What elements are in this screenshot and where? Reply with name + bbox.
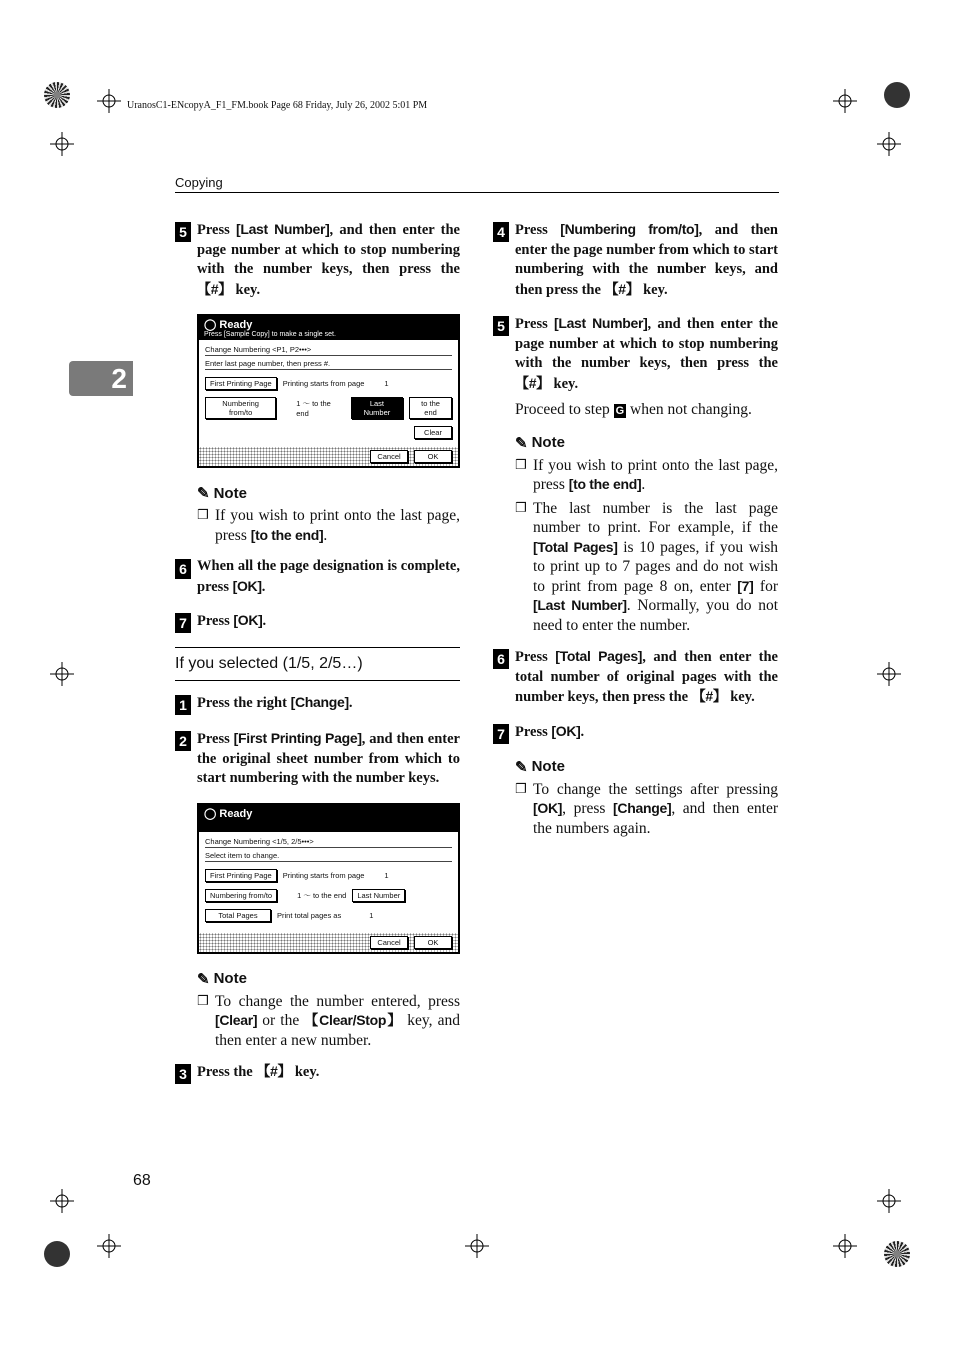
- text: .: [641, 476, 646, 493]
- header-rule: [175, 192, 779, 193]
- page-number: 68: [133, 1172, 151, 1189]
- key-label: [Change]: [613, 800, 672, 816]
- text: , and then enter the page number from which to start numbering with the number keys, and then press the: [515, 222, 778, 298]
- registration-mark-icon: [877, 132, 901, 156]
- note-1: [197, 484, 460, 545]
- text: If you wish to print onto the last page, press: [533, 456, 778, 493]
- screen-text: Printing starts from page: [282, 379, 365, 388]
- screen-text: 1 ～ to the end: [297, 890, 347, 900]
- color-target-icon: [44, 1241, 70, 1267]
- text: Press: [197, 613, 234, 629]
- step-number: 2: [175, 731, 191, 751]
- text: , press: [562, 800, 614, 817]
- proceed-paragraph: [515, 400, 778, 420]
- key-label: 【#】: [515, 374, 550, 391]
- registration-mark-icon: [877, 1189, 901, 1213]
- text: key.: [231, 281, 261, 298]
- text: key, and then enter a new number.: [215, 1012, 460, 1049]
- key-label: [OK]: [233, 612, 263, 628]
- key-label: 【#】: [197, 280, 232, 297]
- ok-button: OK: [414, 450, 452, 463]
- text: Press: [197, 222, 236, 238]
- text: key.: [726, 689, 755, 705]
- registration-mark-icon: [50, 132, 74, 156]
- color-target-icon: [44, 82, 70, 108]
- text: is 10 pages, if you wish to print up to 7 pages and do not wish to print from page 8 on, enter: [533, 538, 778, 595]
- text: The last number is the last page number to print. For example, if the: [533, 499, 778, 536]
- color-target-icon: [884, 82, 910, 108]
- ready-icon: ◯: [204, 807, 217, 820]
- numbering-from-to-button: Numbering from/to: [205, 397, 276, 419]
- step-ref-badge: G: [615, 405, 625, 417]
- checkbox-icon: ❒: [515, 457, 527, 473]
- step-number: 4: [493, 222, 509, 242]
- registration-mark-icon: [877, 662, 901, 686]
- clear-button: Clear: [414, 426, 452, 439]
- ready-label: Ready: [219, 807, 253, 820]
- screen-header: [199, 805, 458, 832]
- text: Press: [515, 316, 554, 332]
- key-label: 【Clear/Stop】: [304, 1012, 403, 1028]
- text: Press the right: [197, 695, 291, 711]
- registration-mark-icon: [833, 1234, 857, 1258]
- running-head: Copying: [175, 175, 223, 190]
- key-label: [Change]: [290, 694, 349, 710]
- key-label: [Clear]: [215, 1012, 258, 1028]
- step-number: 7: [175, 613, 191, 633]
- cancel-button: Cancel: [370, 936, 408, 949]
- text: .: [323, 526, 328, 544]
- text: or the: [257, 1012, 305, 1029]
- step-number: 7: [493, 724, 509, 744]
- text: .: [580, 723, 585, 740]
- text: , and then enter the page number at which to stop numbering with the number keys, then press the: [515, 316, 778, 371]
- note-title: Note: [213, 484, 247, 502]
- registration-mark-icon: [833, 89, 857, 113]
- key-label: 【#】: [604, 280, 640, 297]
- registration-mark-icon: [97, 89, 121, 113]
- step-number: 3: [175, 1064, 191, 1084]
- text: When all the page designation is complete, press: [197, 558, 460, 595]
- pencil-icon: ✎: [197, 485, 210, 502]
- step-number: 5: [493, 316, 509, 336]
- cancel-button: Cancel: [370, 450, 408, 463]
- ready-icon: ◯: [204, 319, 217, 331]
- text: Press: [515, 723, 552, 740]
- key-label: [Total Pages]: [555, 648, 643, 664]
- text: key.: [639, 281, 668, 298]
- screen-line: Change Numbering <P1, P2•••>: [205, 344, 452, 356]
- step-number: 1: [175, 695, 191, 715]
- text: , and then enter the total number of original pages with the number keys, then press the: [515, 649, 778, 705]
- screen-line: Enter last page number, then press #.: [205, 358, 452, 370]
- step-1: [175, 693, 460, 715]
- screen-body: [199, 340, 458, 447]
- screen-body: [199, 832, 458, 933]
- last-number-button: Last Number: [352, 889, 405, 902]
- ready-label: Ready: [219, 319, 253, 331]
- key-label: [Last Number]: [533, 597, 627, 613]
- checkbox-icon: ❒: [197, 508, 209, 523]
- print-header: UranosC1-ENcopyA_F1_FM.book Page 68 Friday, July 26, 2002 5:01 PM: [127, 100, 428, 111]
- note-2: [197, 970, 460, 1051]
- to-the-end-button: to the end: [409, 397, 452, 419]
- text: .: [261, 578, 266, 595]
- numbering-from-to-button: Numbering from/to: [205, 889, 277, 902]
- key-label: [OK]: [551, 722, 581, 739]
- pencil-icon: ✎: [515, 758, 528, 776]
- pencil-icon: ✎: [197, 970, 210, 988]
- screen-footer: [199, 933, 458, 952]
- ok-button: OK: [414, 936, 452, 949]
- key-label: [Numbering from/to]: [560, 221, 699, 237]
- right-column: [493, 220, 778, 850]
- key-label: [7]: [737, 577, 754, 594]
- section-title: If you selected (1/5, 2/5…): [175, 647, 460, 681]
- screen-subtitle: Press [Sample Copy] to make a single set.: [204, 331, 336, 338]
- screen-value: 1: [369, 910, 374, 920]
- key-label: [First Printing Page]: [233, 730, 362, 746]
- text: , and then enter the page number at which to stop numbering with the number keys, then press the: [197, 222, 460, 277]
- key-label: [Last Number]: [553, 315, 648, 331]
- left-column: [175, 220, 460, 1098]
- registration-mark-icon: [465, 1234, 489, 1258]
- first-printing-page-button: First Printing Page: [205, 377, 277, 390]
- text: .: [348, 695, 353, 711]
- step-6: [493, 647, 778, 708]
- key-label: [OK]: [232, 577, 262, 594]
- screen-mockup-1: [197, 314, 460, 468]
- screen-value: 1: [384, 870, 389, 880]
- note-4: [515, 758, 778, 839]
- chapter-tab: 2: [69, 361, 133, 396]
- screen-header: [199, 316, 458, 340]
- first-printing-page-button: First Printing Page: [205, 869, 277, 882]
- screen-text: 1 ～ to the end: [296, 399, 331, 418]
- note-title: Note: [531, 758, 565, 775]
- checkbox-icon: ❒: [515, 500, 527, 516]
- text: for: [753, 577, 778, 595]
- screen-line: Change Numbering <1/5, 2/5•••>: [205, 836, 452, 848]
- text: Press: [515, 649, 556, 665]
- note-title: Note: [213, 970, 247, 987]
- text: when not changing.: [626, 401, 752, 418]
- registration-mark-icon: [50, 662, 74, 686]
- key-label: [Total Pages]: [533, 538, 618, 555]
- screen-footer: [199, 447, 458, 466]
- text: key.: [549, 375, 579, 392]
- text: Press: [515, 222, 561, 238]
- step-text: [197, 220, 460, 300]
- step-4: [493, 220, 778, 300]
- step-number: 6: [493, 649, 509, 669]
- text: Proceed to step: [515, 401, 614, 418]
- key-label: 【#】: [256, 1063, 292, 1079]
- screen-text: Print total pages as: [277, 910, 342, 920]
- last-number-button: Last Number: [351, 397, 403, 419]
- step-7: [493, 722, 778, 744]
- text: If you wish to print onto the last page, press: [215, 507, 460, 544]
- step-number: 5: [175, 222, 191, 242]
- screen-line: Select item to change.: [205, 850, 452, 862]
- text: , and then enter the numbers again.: [533, 800, 779, 837]
- checkbox-icon: ❒: [197, 993, 209, 1009]
- step-2: [175, 729, 460, 789]
- text: , and then enter the original sheet number from which to start numbering with the number keys.: [197, 731, 460, 786]
- key-label: 【#】: [691, 688, 727, 704]
- text: To change the number entered, press: [215, 992, 460, 1010]
- note-3: [515, 434, 778, 636]
- text: .: [262, 613, 267, 629]
- step-5: [175, 220, 460, 300]
- step-5: [493, 314, 778, 394]
- pencil-icon: ✎: [515, 434, 528, 452]
- text: Press the: [197, 1064, 257, 1080]
- key-label: [OK]: [533, 800, 563, 816]
- key-label: [to the end]: [568, 476, 642, 492]
- step-7: [175, 611, 460, 633]
- registration-mark-icon: [97, 1234, 121, 1258]
- screen-mockup-2: [197, 803, 460, 954]
- key-label: [to the end]: [250, 526, 324, 543]
- checkbox-icon: ❒: [515, 781, 527, 797]
- step-3: [175, 1062, 460, 1084]
- text: To change the settings after pressing: [533, 780, 778, 798]
- color-target-icon: [884, 1241, 910, 1267]
- key-label: [Last Number]: [235, 221, 330, 237]
- total-pages-button: Total Pages: [205, 909, 271, 922]
- screen-text: Printing starts from page: [282, 870, 365, 880]
- text: key.: [291, 1064, 320, 1080]
- note-title: Note: [531, 434, 565, 451]
- registration-mark-icon: [50, 1189, 74, 1213]
- step-6: [175, 557, 460, 597]
- text: . Normally, you do not need to enter the number.: [533, 597, 778, 634]
- screen-value: 1: [384, 379, 389, 388]
- step-number: 6: [175, 559, 191, 579]
- text: Press: [197, 731, 234, 747]
